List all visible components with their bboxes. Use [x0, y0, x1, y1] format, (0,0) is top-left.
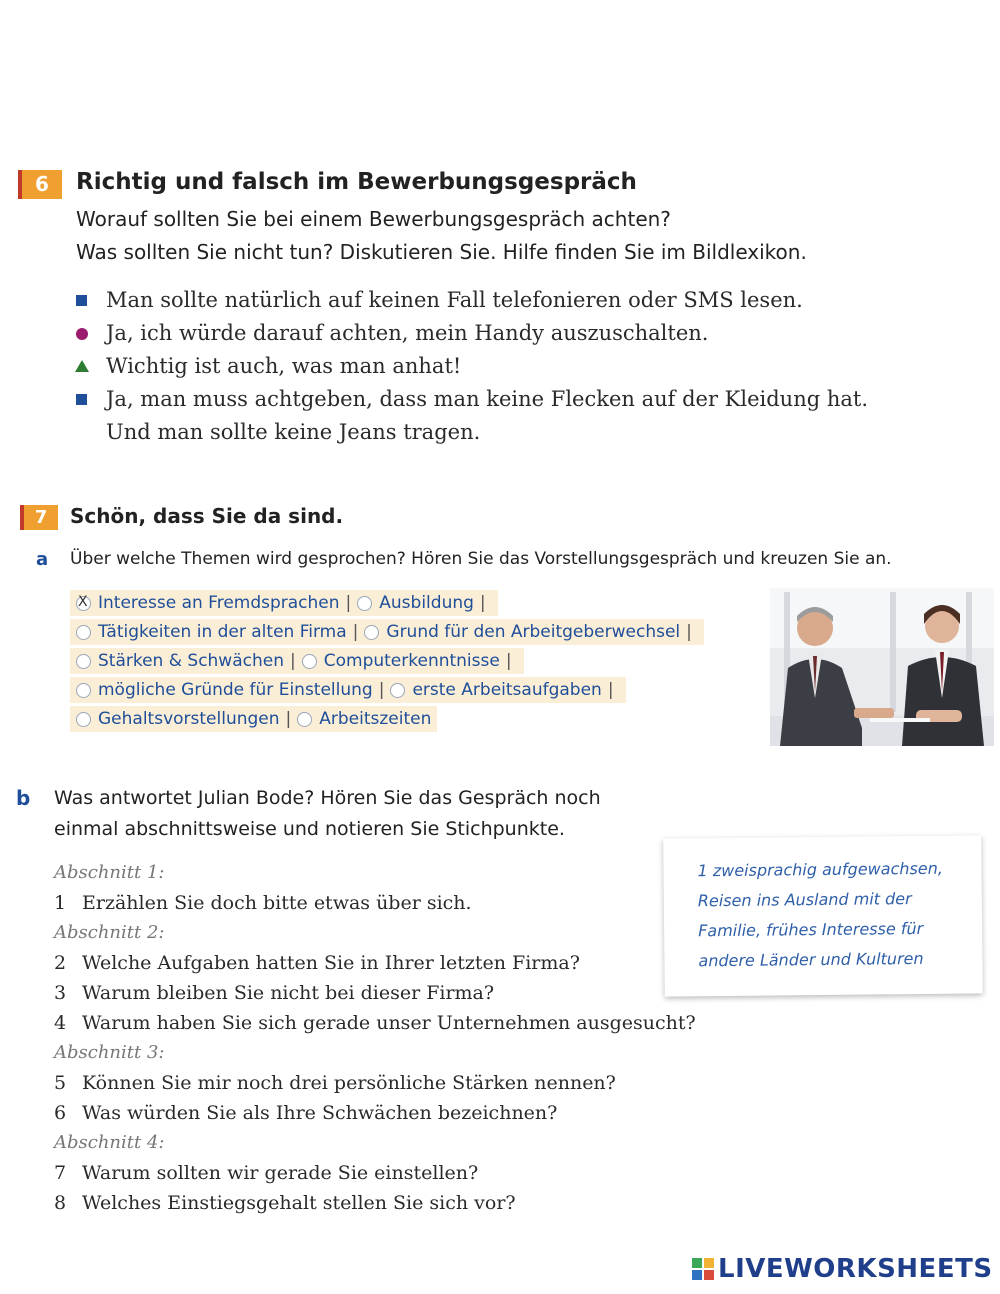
separator: | — [607, 680, 614, 700]
option-row-5 — [70, 706, 437, 732]
question-row — [54, 1188, 696, 1218]
question-text: Warum sollten wir gerade Sie einstellen? — [82, 1162, 479, 1184]
checkbox-arbeitgeberwechsel[interactable] — [364, 625, 379, 640]
task-b-letter: b — [16, 786, 31, 810]
checkbox-ausbildung[interactable] — [357, 596, 372, 611]
dialog-text: Ja, ich würde darauf achten, mein Handy auszuschalten. — [106, 321, 709, 345]
dialog-line — [76, 284, 976, 317]
triangle-bullet-icon — [75, 360, 89, 372]
separator: | — [505, 651, 512, 671]
question-text: Welches Einstiegsgehalt stellen Sie sich vor? — [82, 1192, 516, 1214]
note-line: Reisen ins Ausland mit der — [697, 889, 912, 911]
checkbox-staerken-schwaechen[interactable] — [76, 654, 91, 669]
option-label: Grund für den Arbeitgeberwechsel — [386, 622, 681, 642]
question-text: Können Sie mir noch drei persönliche Stärken nennen? — [82, 1072, 616, 1094]
checkbox-interesse-fremdsprachen[interactable] — [76, 596, 91, 611]
question-row — [54, 1098, 696, 1128]
task-b-instruction — [54, 783, 601, 845]
separator: | — [686, 622, 692, 642]
section-label: Abschnitt 2: — [54, 922, 165, 943]
question-number: 5 — [54, 1072, 67, 1094]
square-bullet-icon — [76, 295, 87, 306]
square-bullet-icon — [76, 394, 87, 405]
interview-photo — [770, 588, 994, 746]
question-row — [54, 948, 696, 978]
section-6-subtitle-line-1: Worauf sollten Sie bei einem Bewerbungsgespräch achten? — [76, 207, 671, 231]
checkbox-einstellung[interactable] — [76, 683, 91, 698]
option-label: Computerkenntnisse — [323, 651, 500, 671]
task-b-line-1: Was antwortet Julian Bode? Hören Sie das Gespräch noch — [54, 787, 601, 809]
separator: | — [378, 680, 385, 700]
note-line: 1 zweisprachig aufgewachsen, — [697, 858, 943, 881]
option-label: Arbeitszeiten — [319, 709, 432, 729]
separator: | — [352, 622, 359, 642]
question-number: 2 — [54, 952, 67, 974]
separator: | — [285, 709, 292, 729]
dialog-text: Man sollte natürlich auf keinen Fall telefonieren oder SMS lesen. — [106, 288, 803, 312]
checkbox-computerkenntnisse[interactable] — [302, 654, 317, 669]
logo-text: LIVEWORKSHEETS — [718, 1254, 993, 1284]
dialog-line — [76, 350, 976, 383]
section-6-number-badge: 6 — [18, 170, 62, 199]
option-row-1 — [70, 590, 498, 616]
option-label: mögliche Gründe für Einstellung — [98, 680, 373, 700]
separator: | — [290, 651, 296, 671]
circle-bullet-icon — [76, 328, 88, 340]
dialog-line — [76, 383, 976, 416]
question-row — [54, 978, 696, 1008]
question-number: 3 — [54, 982, 67, 1004]
section-label: Abschnitt 3: — [54, 1042, 165, 1063]
section-6-dialog — [76, 284, 976, 449]
question-row — [54, 1008, 696, 1038]
question-row — [54, 1158, 696, 1188]
section-6-subtitle — [76, 203, 807, 269]
option-row-3 — [70, 648, 524, 674]
question-text: Warum bleiben Sie nicht bei dieser Firma? — [82, 982, 495, 1004]
answer-note-card — [663, 835, 983, 996]
option-label: erste Arbeitsaufgaben — [412, 680, 602, 700]
task-a-letter: a — [36, 549, 49, 570]
note-line: Familie, frühes Interesse für — [698, 918, 924, 941]
section-7-title: Schön, dass Sie da sind. — [70, 504, 344, 528]
option-row-4 — [70, 677, 626, 703]
option-label: Ausbildung — [379, 593, 474, 613]
section-6-subtitle-line-2: Was sollten Sie nicht tun? Diskutieren Sie. Hilfe finden Sie im Bildlexikon. — [76, 240, 807, 264]
section-7-number-badge: 7 — [20, 505, 58, 530]
note-line: andere Länder und Kulturen — [698, 948, 924, 971]
separator: | — [345, 593, 352, 613]
dialog-text: Wichtig ist auch, was man anhat! — [106, 354, 462, 378]
question-text: Warum haben Sie sich gerade unser Unternehmen ausgesucht? — [82, 1012, 696, 1034]
option-label: Stärken & Schwächen — [98, 651, 284, 671]
checkbox-gehaltsvorstellungen[interactable] — [76, 712, 91, 727]
dialog-text: Ja, man muss achtgeben, dass man keine Flecken auf der Kleidung hat. — [106, 387, 868, 411]
question-number: 6 — [54, 1102, 67, 1124]
question-row — [54, 888, 696, 918]
dialog-line — [76, 317, 976, 350]
option-label: Tätigkeiten in der alten Firma — [98, 622, 347, 642]
separator: | — [479, 593, 486, 613]
option-label: Interesse an Fremdsprachen — [98, 593, 340, 613]
task-a-instruction: Über welche Themen wird gesprochen? Hören Sie das Vorstellungsgespräch und kreuzen Sie an. — [70, 549, 892, 569]
logo-grid-icon — [692, 1258, 714, 1280]
question-list — [54, 858, 696, 1218]
question-text: Erzählen Sie doch bitte etwas über sich. — [82, 892, 472, 914]
dialog-text: Und man sollte keine Jeans tragen. — [106, 420, 481, 444]
question-text: Welche Aufgaben hatten Sie in Ihrer letzten Firma? — [82, 952, 580, 974]
option-label: Gehaltsvorstellungen — [98, 709, 280, 729]
liveworksheets-logo — [692, 1254, 993, 1284]
question-number: 1 — [54, 892, 67, 914]
section-6-title: Richtig und falsch im Bewerbungsgespräch — [76, 169, 637, 195]
answer-note-text — [697, 854, 944, 977]
question-text: Was würden Sie als Ihre Schwächen bezeichnen? — [82, 1102, 558, 1124]
option-row-2 — [70, 619, 704, 645]
question-number: 8 — [54, 1192, 67, 1214]
dialog-line — [76, 416, 976, 449]
question-row — [54, 1068, 696, 1098]
section-label: Abschnitt 4: — [54, 1132, 165, 1153]
checkbox-arbeitsaufgaben[interactable] — [390, 683, 405, 698]
task-b-line-2: einmal abschnittsweise und notieren Sie Stichpunkte. — [54, 818, 565, 840]
checkbox-arbeitszeiten[interactable] — [297, 712, 312, 727]
question-number: 7 — [54, 1162, 67, 1184]
section-label: Abschnitt 1: — [54, 862, 165, 883]
question-number: 4 — [54, 1012, 67, 1034]
checkbox-taetigkeiten[interactable] — [76, 625, 91, 640]
